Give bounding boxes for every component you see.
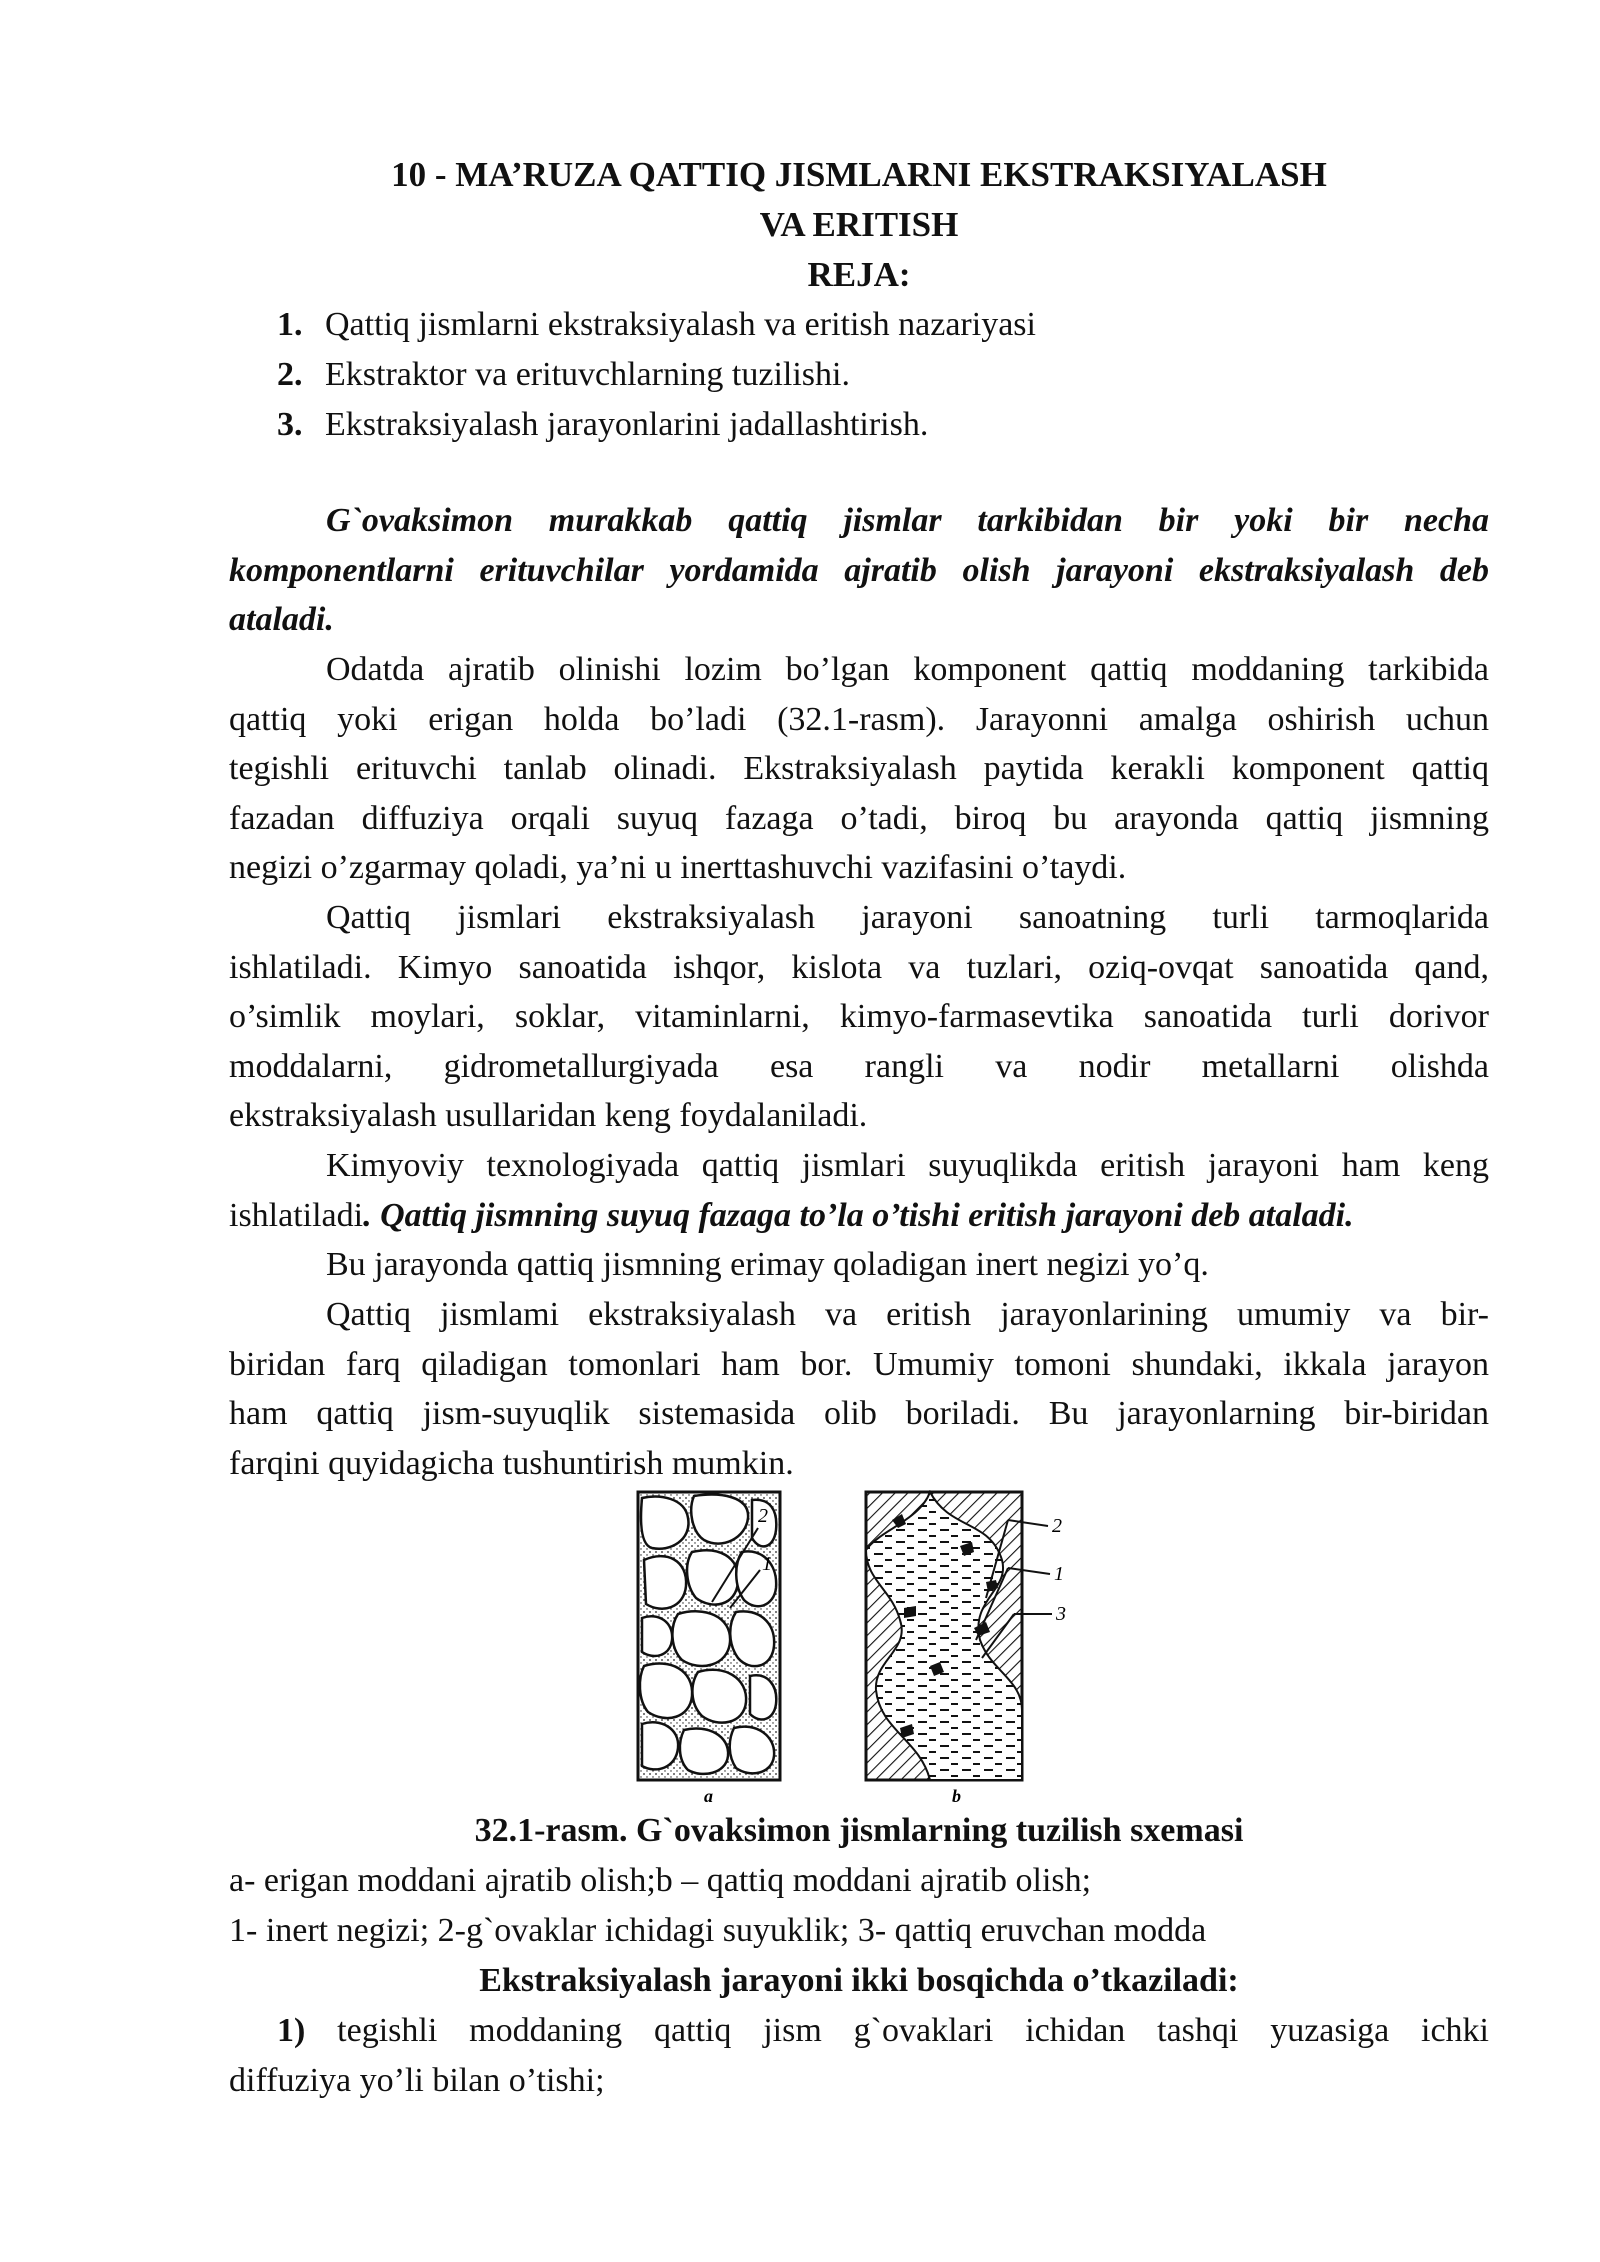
figure-b-label-1: 1 (1054, 1563, 1064, 1585)
figure-a-label-2: 2 (758, 1505, 768, 1527)
paragraph-line: Bu jarayonda qattiq jismning erimay qoladigan inert negizi yo’q. (326, 1246, 1209, 1283)
paragraph-line (229, 1191, 1489, 1241)
stage-1-line (229, 2006, 1489, 2056)
plan-item-number: 2. (277, 356, 303, 393)
definition-line: ataladi. (229, 601, 334, 638)
paragraph-line: qattiq yoki erigan holda bo’ladi (32.1-rasm). Jarayonni amalga oshirish uchun (229, 700, 1489, 738)
stages-heading: Ekstraksiyalash jarayoni ikki bosqichda o’tkaziladi: (479, 1962, 1239, 1999)
plan-item-number: 1. (277, 306, 303, 343)
figure-caption-line: 1- inert negizi; 2-g`ovaklar ichidagi suyuklik; 3- qattiq eruvchan modda (229, 1912, 1207, 1949)
eritish-definition: . Qattiq jismning suyuq fazaga to’la o’tishi eritish jarayoni deb ataladi. (363, 1196, 1354, 1234)
definition-paragraph (229, 496, 1489, 645)
paragraph-line: Kimyoviy texnologiyada qattiq jismlari suyuqlikda eritish jarayoni ham keng (326, 1147, 1489, 1184)
plan-item (277, 350, 850, 400)
paragraph-2 (229, 893, 1489, 1141)
paragraph-line: tegishli erituvchi tanlab olinadi. Ekstraksiyalash paytida kerakli komponent qattiq (229, 750, 1489, 787)
paragraph-line: Qattiq jismlami ekstraksiyalash va eritish jarayonlarining umumiy va bir- (326, 1296, 1489, 1333)
paragraph-line: ekstraksiyalash usullaridan keng foydalaniladi. (229, 1097, 868, 1134)
definition-line: komponentlarni erituvchilar yordamida ajratib olish jarayoni ekstraksiyalash deb (229, 551, 1489, 589)
paragraph-line: fazadan diffuziya orqali suyuq fazaga o’tadi, biroq bu arayonda qattiq jismning (229, 799, 1489, 837)
figure-panel-a-label: a (704, 1786, 713, 1806)
plan-item (277, 400, 928, 450)
figure-caption-block (229, 1806, 1489, 2106)
paragraph-line: biridan farq qiladigan tomonlari ham bor. Umumiy tomoni shundaki, ikkala jarayon (229, 1345, 1489, 1383)
paragraph-line: Odatda ajratib olinishi lozim bo’lgan komponent qattiq moddaning tarkibida (326, 651, 1489, 688)
plan-item-text: Qattiq jismlarni ekstraksiyalash va eritish nazariyasi (325, 306, 1036, 343)
figure-panel-b (866, 1492, 1066, 1806)
figure-panel-a (638, 1492, 780, 1806)
paragraph-line: Qattiq jismlari ekstraksiyalash jarayoni sanoatning turli tarmoqlarida (326, 899, 1489, 936)
plan-item-text: Ekstraksiyalash jarayonlarini jadallashtirish. (325, 406, 929, 443)
definition-line: G`ovaksimon murakkab qattiq jismlar tarkibidan bir yoki bir necha (326, 502, 1489, 539)
figure-caption-line: a- erigan moddani ajratib olish;b – qattiq moddani ajratib olish; (229, 1862, 1092, 1899)
plan-item (277, 300, 1036, 350)
figure-caption-title: 32.1-rasm. G`ovaksimon jismlarning tuzilish sxemasi (474, 1812, 1244, 1849)
stage-1-number: 1) (277, 2012, 306, 2049)
paragraph-line: moddalarni, gidrometallurgiyada esa rangli va nodir metallarni olishda (229, 1047, 1489, 1085)
plan-item-text: Ekstraktor va erituvchlarning tuzilishi. (325, 356, 850, 393)
figure-b-label-2: 2 (1052, 1515, 1062, 1537)
stage-1-line-continued: diffuziya yo’li bilan o’tishi; (229, 2062, 605, 2099)
stage-1-text: tegishli moddaning qattiq jism g`ovaklari ichidan tashqi yuzasiga ichki (305, 2012, 1489, 2049)
paragraph-line: o’simlik moylari, soklar, vitaminlarni, kimyo-farmasevtika sanoatida turli dorivor (229, 998, 1489, 1035)
paragraph-line: ham qattiq jism-suyuqlik sistemasida olib boriladi. Bu jarayonlarning bir-biridan (229, 1395, 1489, 1432)
paragraph-text: ishlatiladi (229, 1196, 364, 1234)
paragraph-3 (229, 1141, 1489, 1290)
plan-item-number: 3. (277, 406, 303, 443)
figure-a-label-1: 1 (762, 1553, 772, 1575)
figure-b-label-3: 3 (1056, 1603, 1066, 1625)
figure-panel-b-label: b (952, 1786, 961, 1806)
porous-structure-figure (630, 1490, 1100, 1810)
paragraph-line: ishlatiladi. Kimyo sanoatida ishqor, kislota va tuzlari, oziq-ovqat sanoatida qand, (229, 948, 1489, 986)
plan-heading: REJA: (807, 255, 911, 294)
paragraph-line: farqini quyidagicha tushuntirish mumkin. (229, 1444, 794, 1482)
paragraph-5 (229, 1290, 1489, 1488)
paragraph-1 (229, 645, 1489, 893)
paragraph-line: negizi o’zgarmay qoladi, ya’ni u inerttashuvchi vazifasini o’taydi. (229, 849, 1127, 886)
lecture-title: 10 - MA’RUZA QATTIQ JISMLARNI EKSTRAKSIYALASH (391, 155, 1327, 194)
lecture-title-continued: VA ERITISH (759, 205, 959, 244)
